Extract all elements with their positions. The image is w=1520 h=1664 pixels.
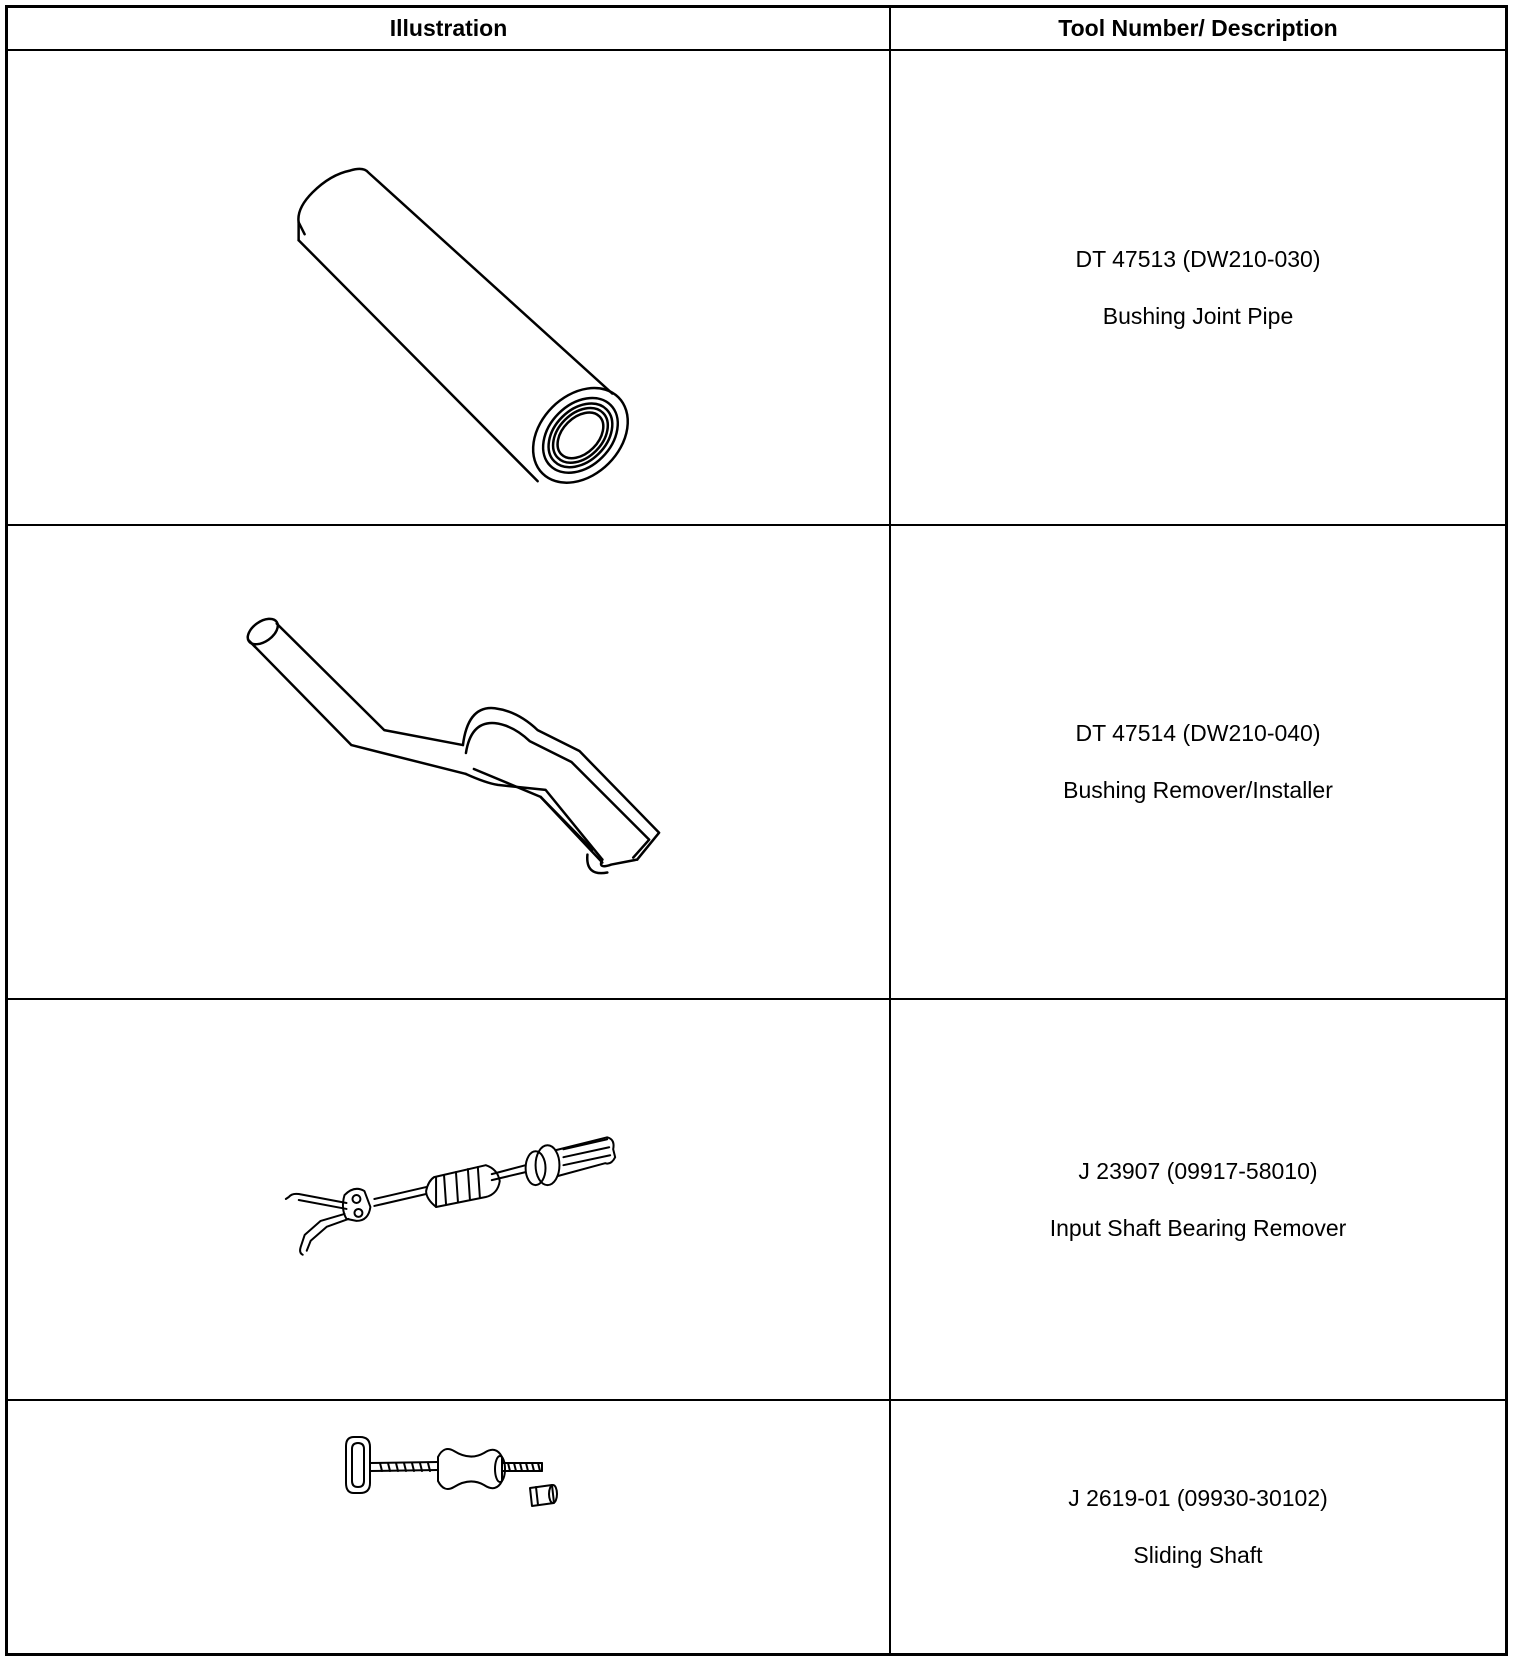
- tool-table: [5, 5, 1508, 1656]
- table-row: [8, 51, 1505, 526]
- tool-description-cell: [891, 526, 1505, 998]
- table-header: [8, 8, 1505, 51]
- tool-description-cell: [891, 1401, 1505, 1653]
- tool-number: J 23907 (09917-58010): [1078, 1157, 1318, 1184]
- bushing-joint-pipe-illustration: [8, 51, 889, 524]
- tool-description-cell: [891, 1000, 1505, 1399]
- tool-description: Sliding Shaft: [1133, 1542, 1263, 1568]
- table-row: [8, 1000, 1505, 1401]
- input-shaft-bearing-remover-illustration: [8, 1000, 889, 1399]
- table-row: [8, 1401, 1505, 1653]
- tool-description: Input Shaft Bearing Remover: [1049, 1214, 1347, 1241]
- table-row: [8, 526, 1505, 1000]
- header-tool-description: Tool Number/ Description: [1058, 15, 1338, 41]
- tool-description: Bushing Joint Pipe: [1102, 302, 1294, 329]
- tool-description-cell: [891, 51, 1505, 524]
- bushing-remover-installer-illustration: [8, 526, 889, 998]
- tool-number: DT 47513 (DW210-030): [1075, 245, 1321, 272]
- sliding-shaft-illustration: [8, 1401, 889, 1653]
- tool-number: DT 47514 (DW210-040): [1075, 720, 1321, 746]
- header-illustration: Illustration: [389, 15, 508, 41]
- tool-description: Bushing Remover/Installer: [1063, 777, 1333, 803]
- tool-number: J 2619-01 (09930-30102): [1068, 1485, 1328, 1511]
